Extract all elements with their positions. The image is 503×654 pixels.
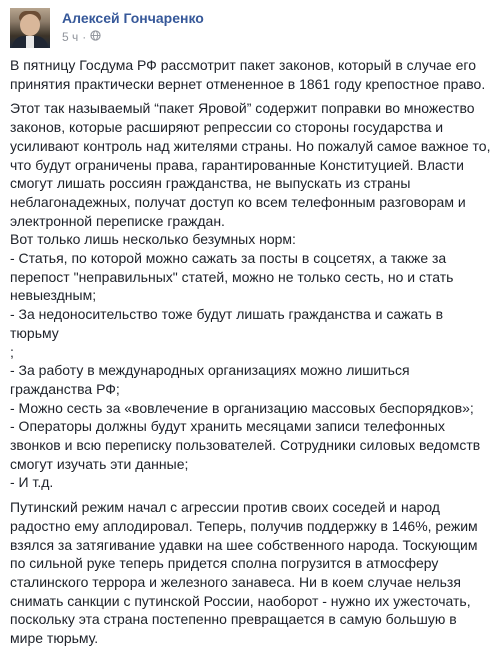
meta-separator: · [82, 30, 87, 44]
text-line: взялся за затягивание удавки на шее собственного народа. Тоскующим [10, 536, 478, 553]
text-line: усиливают контроль над жителями страны. Но пожалуй самое важное то, [10, 137, 491, 154]
text-line: - Операторы должны будут хранить месяцами записи телефонных [10, 418, 445, 435]
text-line: смогут лишать россиян гражданства, не выпускать из страны [10, 175, 411, 192]
text-line: звонков и всю переписку пользователей. Сотрудники силовых ведомств [10, 437, 481, 454]
text-line: - Статья, по которой можно сажать за посты в соцсетях, а также за [10, 250, 447, 267]
text-line: - Можно сесть за «вовлечение в организацию массовых беспорядков»; [10, 399, 474, 416]
text-line: по сильной руке теперь придется сполна погрузится в атмосферу [10, 555, 439, 572]
post-header [10, 8, 490, 48]
post-paragraph [10, 56, 495, 93]
text-line: невыездным; [10, 287, 97, 304]
text-line: что будут ограничены права, гарантированные Конституцией. Власти [10, 156, 464, 173]
text-line: - И т.д. [10, 474, 54, 491]
text-line: неблагонадежных, получат доступ ко всем телефонным разговорам и [10, 193, 466, 210]
avatar[interactable] [10, 8, 50, 48]
text-line: смогут изучать эти данные; [10, 455, 189, 472]
text-line: В пятницу Госдума РФ рассмотрит пакет законов, который в случае его [10, 57, 476, 73]
text-line: законов, которые расширяют репрессии со стороны государства и [10, 119, 444, 136]
text-line: снимать санкции с путинской России, наоборот - нужно их ужесточать, [10, 592, 471, 609]
post-timestamp[interactable]: 5 ч [62, 30, 79, 44]
globe-icon[interactable] [90, 30, 101, 44]
post-meta [62, 30, 101, 44]
post-body [10, 56, 495, 654]
author-name[interactable]: Алексей Гончаренко [62, 10, 204, 26]
post-paragraph [10, 498, 495, 648]
text-line: Этот так называемый “пакет Яровой” содержит поправки во множество [10, 100, 475, 117]
text-line: сталинского террора и железного занавеса. Ни в коем случае нельзя [10, 573, 461, 590]
text-line: поскольку эта страна постепенно превращается в самую большую в [10, 611, 457, 628]
text-line: перепост "неправильных" статей, можно не только сесть, но и стать [10, 268, 454, 285]
text-line: - За работу в международных организациях можно лишиться [10, 362, 410, 379]
text-line: Путинский режим начал с агрессии против своих соседей и народ [10, 499, 440, 516]
text-line: ; [10, 343, 14, 360]
text-line: радостно ему аплодировал. Теперь, получив поддержку в 146%, режим [10, 517, 478, 534]
text-line: принятия практически вернет отмененное в 1861 году крепостное право. [10, 75, 486, 92]
text-line: Вот только лишь несколько безумных норм: [10, 231, 296, 248]
text-line: электронной переписке граждан. [10, 212, 225, 229]
text-line: мире тюрьму. [10, 630, 99, 647]
post-paragraph [10, 99, 495, 492]
text-line: - За недоносительство тоже будут лишать гражданства и сажать в тюрьму [10, 306, 444, 341]
text-line: гражданства РФ; [10, 380, 120, 397]
